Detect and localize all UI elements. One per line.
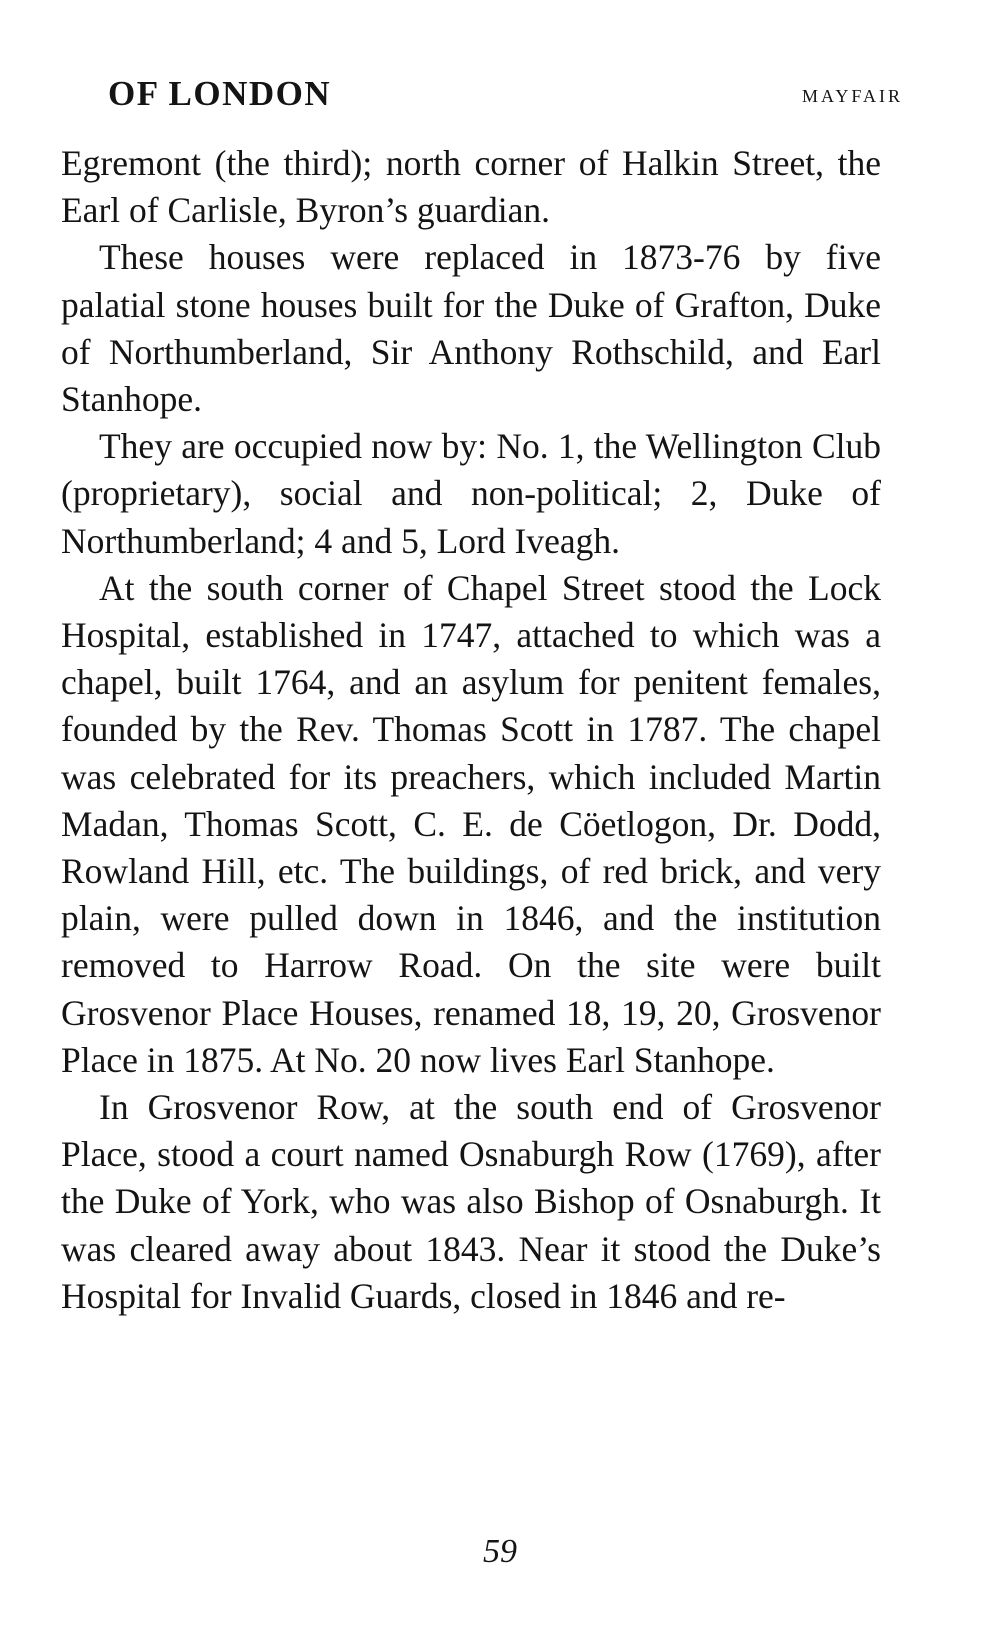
page-number: 59 [483,1533,517,1570]
paragraph-lock-hospital: At the south corner of Chapel Street stood the Lock Hospital, established in 1747, attached to which was a chapel, built 1764, and an asylum for penitent females, founded by the Rev. Thomas Scott in 1787. The chapel was celebrated for its preachers, which included Martin Madan, Thomas Scott, C. E. de Cöetlogon, Dr. Dodd, Rowland Hill, etc. The buildings, of red brick, and very plain, were pulled down in 1846, and the institution removed to Harrow Road. On the site were built Grosvenor Place Houses, renamed 18, 19, 20, Grosvenor Place in 1875. At No. 20 now lives Earl Stanhope. [61,567,881,1080]
body-text [61,140,881,1320]
paragraph-occupants: They are occupied now by: No. 1, the Wellington Club (proprietary), social and non-political; 2, Duke of Northumberland; 4 and 5, Lord Iveagh. [61,426,881,561]
paragraph-houses-replaced: These houses were replaced in 1873-76 by five palatial stone houses built for the Duke of Grafton, Duke of Northumberland, Sir Anthony Rothschild, and Earl Stanhope. [61,237,881,420]
running-head [108,74,903,114]
paragraph-continuation: Egremont (the third); north corner of Halkin Street, the Earl of Carlisle, Byron’s guardian. [61,143,881,231]
paragraph-grosvenor-row: In Grosvenor Row, at the south end of Grosvenor Place, stood a court named Osnaburgh Row (1769), after the Duke of York, who was also Bishop of Osnaburgh. It was cleared away about 1843. Near it stood the Duke’s Hospital for Invalid Guards, closed in 1846 and re- [61,1087,881,1316]
running-head-section: MAYFAIR [801,86,903,106]
running-head-title: OF LONDON [108,74,332,113]
